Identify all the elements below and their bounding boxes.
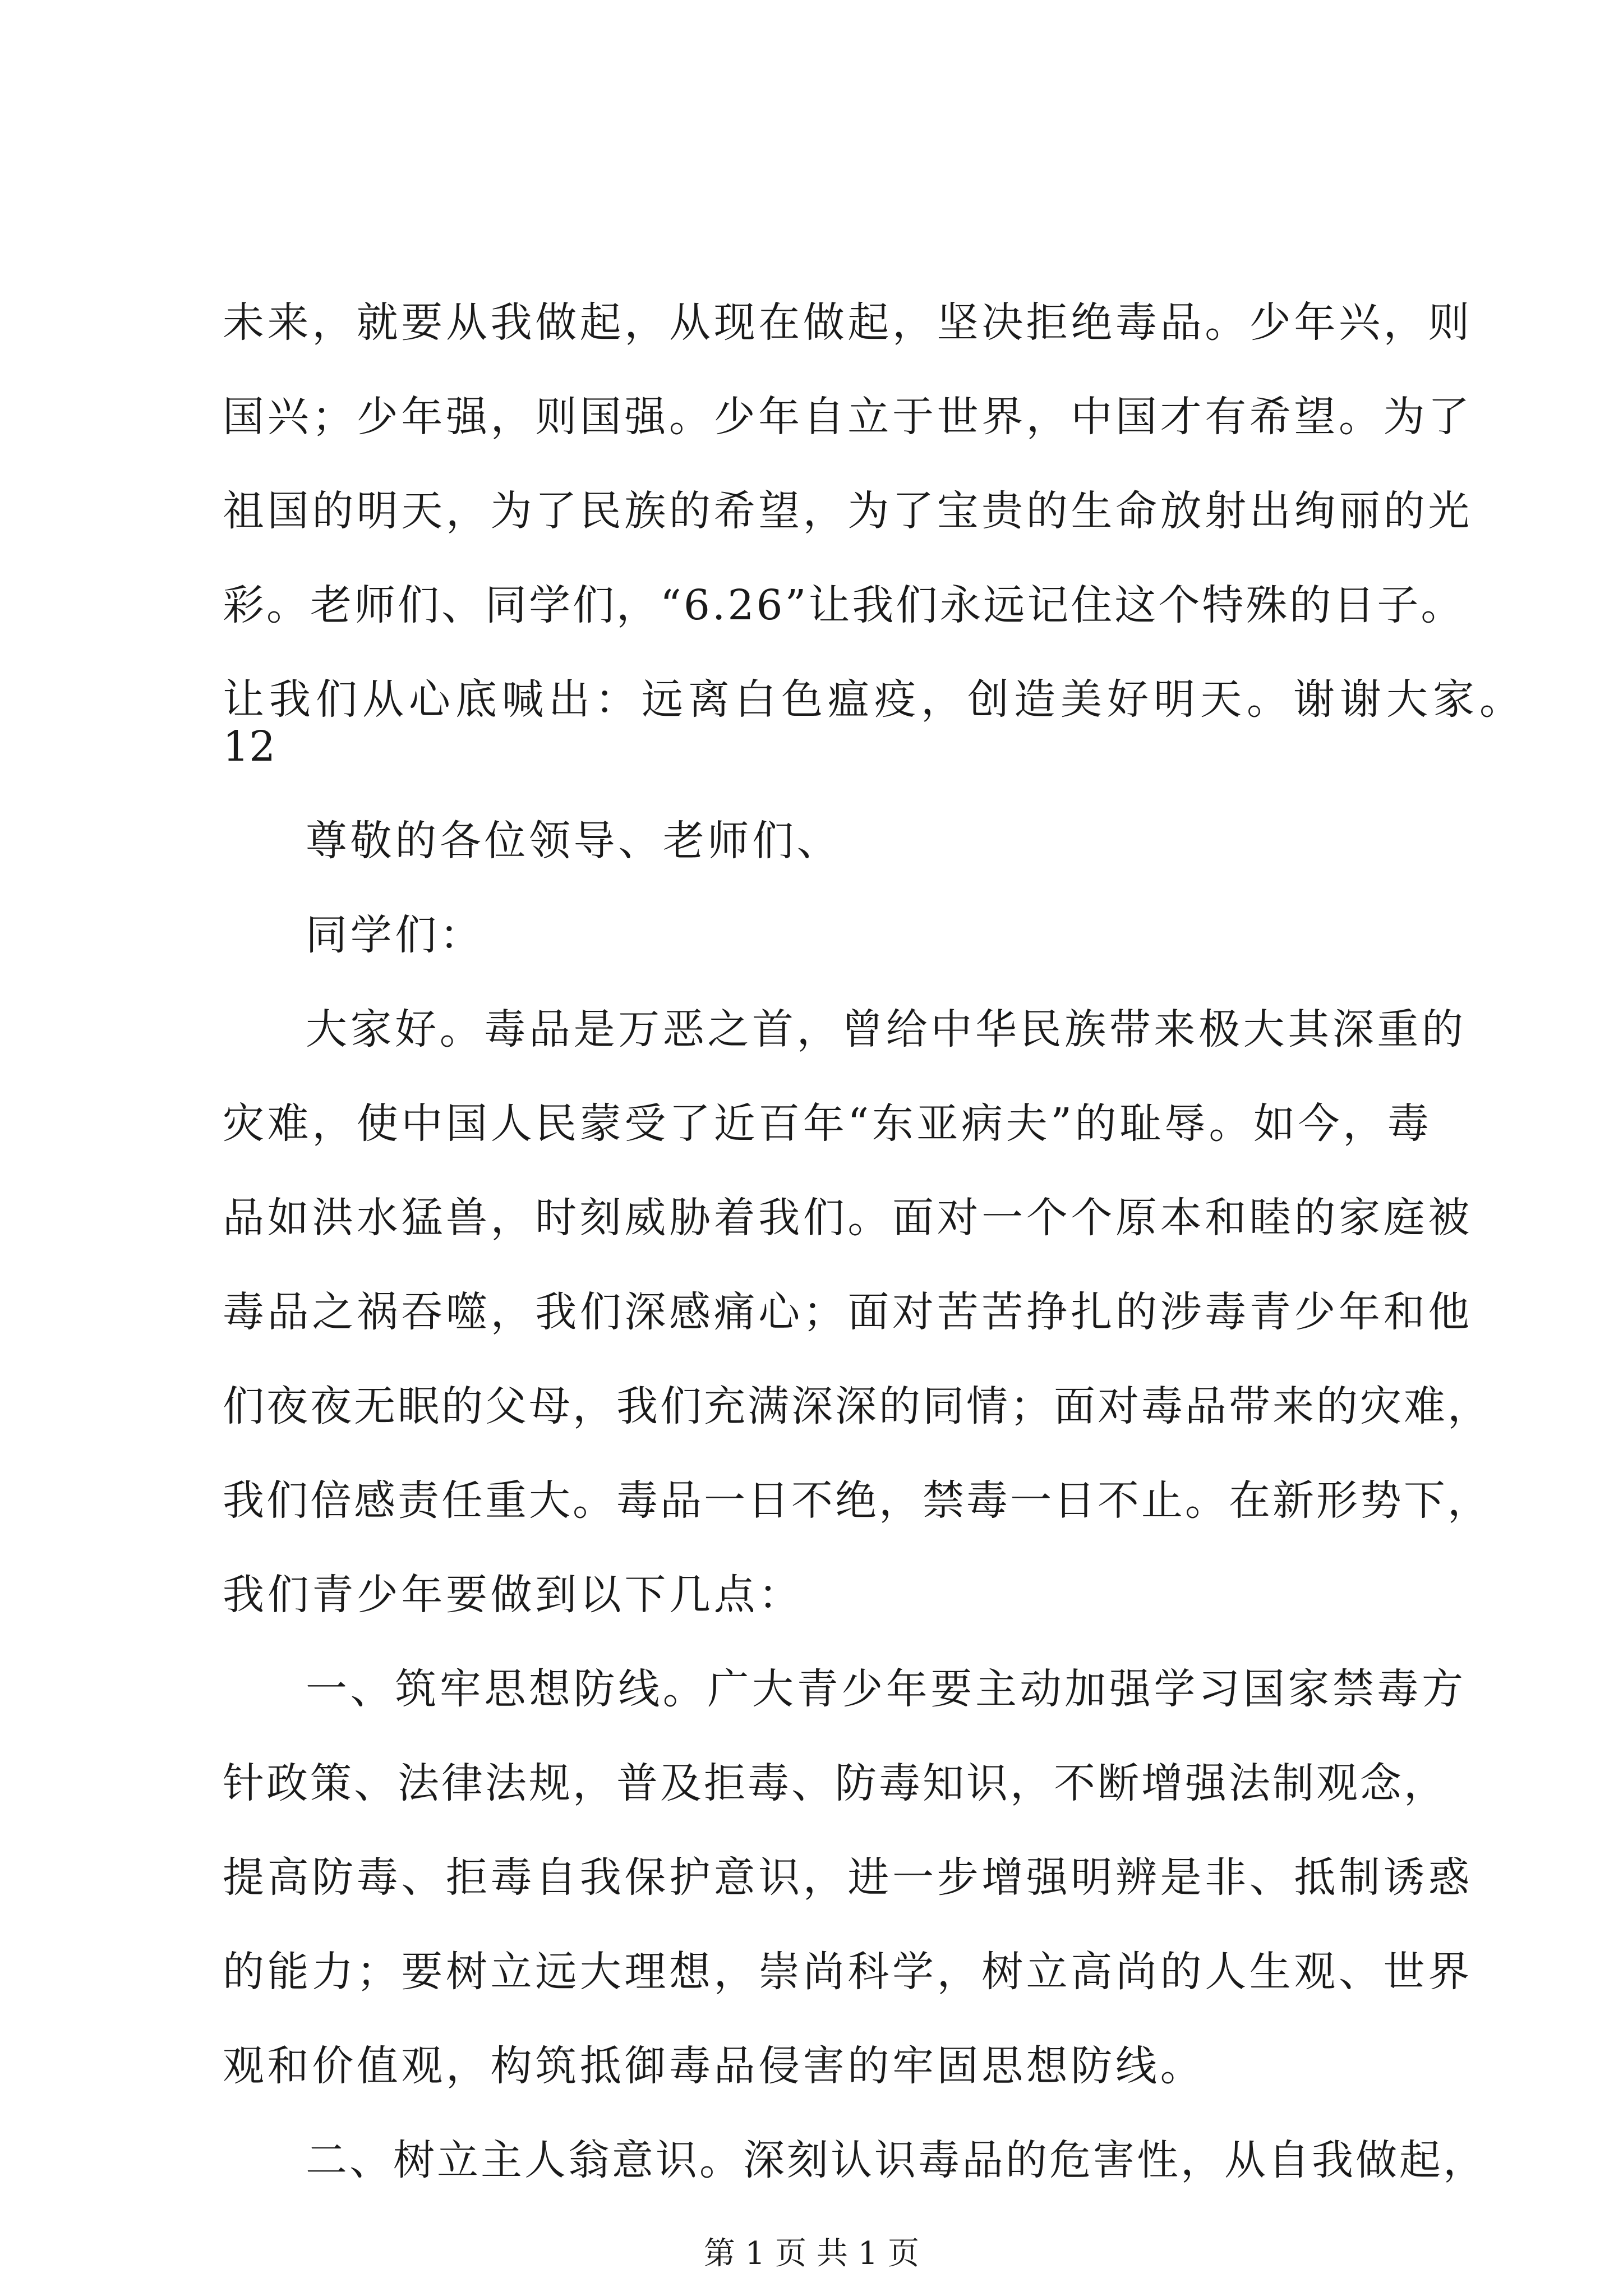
salutation: 尊敬的各位领导、老师们、 [306,817,842,865]
paragraph-line: 的能力；要树立远大理想，崇尚科学，树立高尚的人生观、世界 [223,1948,1473,1996]
paragraph-line: 品如洪水猛兽，时刻威胁着我们。面对一个个原本和睦的家庭被 [223,1194,1473,1242]
paragraph-line: 大家好。毒品是万恶之首，曾给中华民族带来极大其深重的 [306,1005,1467,1053]
text-line: 彩。老师们、同学们，“6.26”让我们永远记住这个特殊的日子。 [223,581,1465,629]
text-line: 让我们从心底喊出：远离白色瘟疫，创造美好明天。谢谢大家。 [223,675,1526,724]
paragraph-line: 提高防毒、拒毒自我保护意识，进一步增强明辨是非、抵制诱惑 [223,1853,1473,1902]
salutation: 同学们： [306,911,485,959]
text-line: 12 [223,723,276,771]
text-line: 国兴；少年强，则国强。少年自立于世界，中国才有希望。为了 [223,393,1473,441]
paragraph-line: 我们青少年要做到以下几点： [223,1571,803,1619]
paragraph-line: 们夜夜无眠的父母，我们充满深深的同情；面对毒品带来的灾难， [223,1382,1491,1430]
paragraph-line: 二、树立主人翁意识。深刻认识毒品的危害性，从自我做起， [306,2136,1487,2184]
paragraph-line: 灾难，使中国人民蒙受了近百年“东亚病夫”的耻辱。如今，毒 [223,1099,1432,1148]
paragraph-line: 我们倍感责任重大。毒品一日不绝，禁毒一日不止。在新形势下， [223,1476,1491,1525]
paragraph-line: 毒品之祸吞噬，我们深感痛心；面对苦苦挣扎的涉毒青少年和他 [223,1288,1473,1336]
paragraph-line: 观和价值观，构筑抵御毒品侵害的牢固思想防线。 [223,2042,1205,2090]
paragraph-line: 针政策、法律法规，普及拒毒、防毒知识，不断增强法制观念， [223,1759,1447,1807]
text-line: 未来，就要从我做起，从现在做起，坚决拒绝毒品。少年兴，则 [223,298,1473,347]
page-footer: 第 1 页 共 1 页 [703,2235,920,2272]
text-line: 祖国的明天，为了民族的希望，为了宝贵的生命放射出绚丽的光 [223,487,1473,535]
paragraph-line: 一、筑牢思想防线。广大青少年要主动加强学习国家禁毒方 [306,1665,1467,1713]
